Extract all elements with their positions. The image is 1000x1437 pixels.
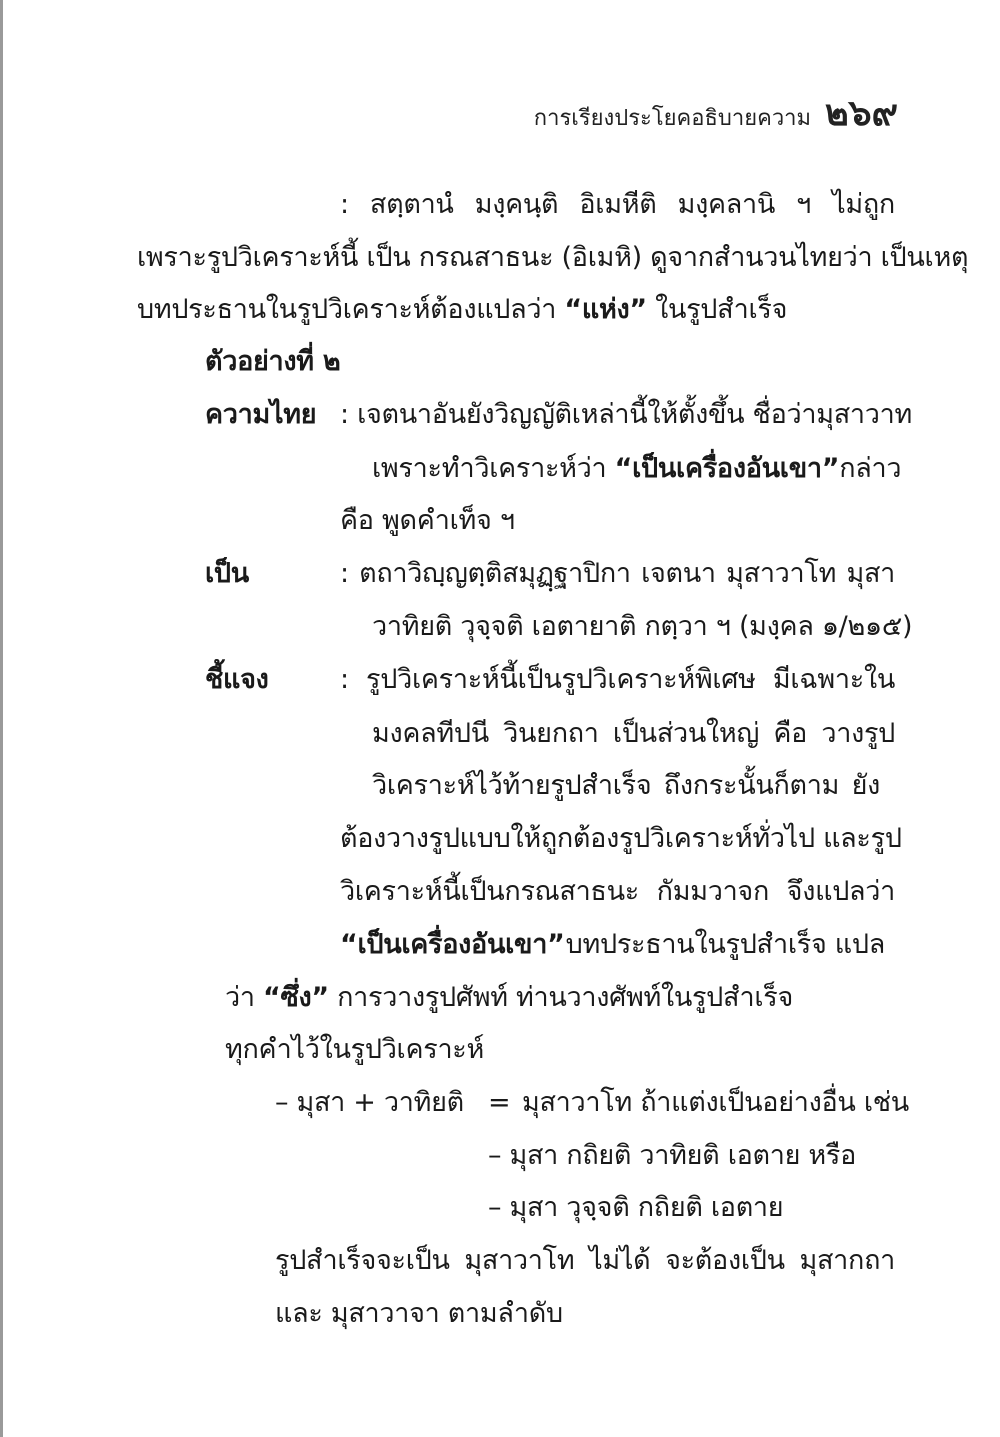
header-title: การเรียงประโยคอธิบายความ bbox=[533, 106, 812, 131]
explain-line-7: ว่า “ซึ่ง” การวางรูปศัพท์ ท่านวางศัพท์ในรูปสำเร็จ bbox=[225, 982, 794, 1013]
thai-line-1: : เจตนาอันยังวิญญัติเหล่านี้ให้ตั้งขึ้น ชื่อว่ามุสาวาท bbox=[340, 399, 912, 430]
list-row-1-right: มุสาวาโท ถ้าแต่งเป็นอย่างอื่น เช่น bbox=[522, 1087, 909, 1118]
explain-line-8: ทุกคำไว้ในรูปวิเคราะห์ bbox=[225, 1034, 485, 1065]
list-row-1-equals: = bbox=[488, 1087, 511, 1118]
conclusion-line-2: และ มุสาวาจา ตามลำดับ bbox=[275, 1298, 563, 1329]
page-number: ๒๖๙ bbox=[825, 93, 898, 134]
explain-line-3: วิเคราะห์ไว้ท้ายรูปสำเร็จ ถึงกระนั้นก็ตาม ยัง bbox=[372, 770, 880, 801]
page-edge bbox=[0, 0, 3, 1437]
list-row-2: – มุสา กถิยติ วาทิยติ เอตาย หรือ bbox=[488, 1140, 857, 1171]
intro-line-3: บทประธานในรูปวิเคราะห์ต้องแปลว่า “แห่ง” ในรูปสำเร็จ bbox=[137, 294, 788, 325]
explain-line-4: ต้องวางรูปแบบให้ถูกต้องรูปวิเคราะห์ทั่วไป และรูป bbox=[340, 823, 902, 854]
pali-line-1: : ตถาวิญฺญตฺติสมุฏฺฐาปิกา เจตนา มุสาวาโท มุสา bbox=[340, 558, 895, 589]
explain-line-5: วิเคราะห์นี้เป็นกรณสาธนะ กัมมวาจก จึงแปลว่า bbox=[340, 876, 895, 907]
explain-line-1: : รูปวิเคราะห์นี้เป็นรูปวิเคราะห์พิเศษ มีเฉพาะใน bbox=[340, 664, 895, 695]
example-heading: ตัวอย่างที่ ๒ bbox=[205, 346, 341, 377]
intro-line-2: เพราะรูปวิเคราะห์นี้ เป็น กรณสาธนะ (อิเมหิ) ดูจากสำนวนไทยว่า เป็นเหตุ bbox=[137, 242, 969, 273]
label-thai: ความไทย bbox=[205, 399, 317, 430]
explain-line-2: มงคลทีปนี วินยกถา เป็นส่วนใหญ่ คือ วางรูป bbox=[372, 718, 895, 749]
label-pali: เป็น bbox=[205, 558, 249, 589]
list-row-3: – มุสา วุจฺจติ กถิยติ เอตาย bbox=[488, 1192, 784, 1223]
intro-line-1: : สตฺตานํ มงฺคนฺติ อิเมหีติ มงฺคลานิ ฯ ไม่ถูก bbox=[340, 189, 895, 220]
list-row-1-left: – มุสา + วาทิยติ bbox=[275, 1087, 464, 1118]
thai-line-2: เพราะทำวิเคราะห์ว่า “เป็นเครื่องอันเขา” กล่าว bbox=[372, 453, 902, 484]
running-header bbox=[534, 84, 898, 141]
explain-line-6: “เป็นเครื่องอันเขา” บทประธานในรูปสำเร็จ แปล bbox=[340, 929, 885, 960]
thai-line-3: คือ พูดคำเท็จ ฯ bbox=[340, 505, 515, 536]
conclusion-line-1: รูปสำเร็จจะเป็น มุสาวาโท ไม่ได้ จะต้องเป็น มุสากถา bbox=[275, 1245, 895, 1276]
pali-line-2: วาทิยติ วุจฺจติ เอตายาติ กตฺวา ฯ (มงฺคล ๑/๒๑๕) bbox=[372, 611, 913, 642]
label-explain: ชี้แจง bbox=[205, 664, 269, 695]
